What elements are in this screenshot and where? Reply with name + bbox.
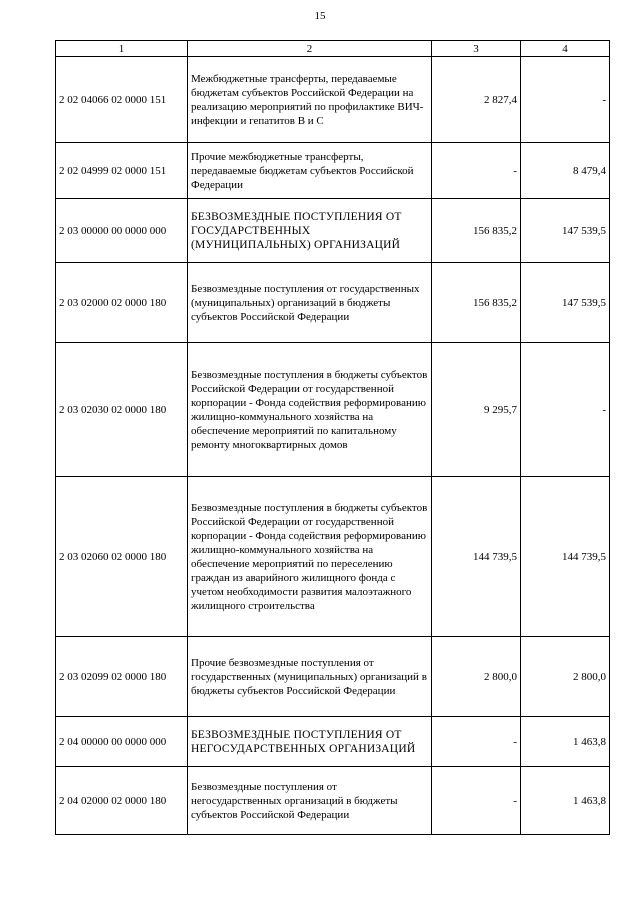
row-description: Прочие межбюджетные трансферты, передаваемые бюджетам субъектов Российской Федерации [188, 143, 432, 199]
budget-code: 2 03 02030 02 0000 180 [56, 343, 188, 477]
row-description: Безвозмездные поступления от негосударственных организаций в бюджеты субъектов Российской Федерации [188, 767, 432, 835]
row-description: Межбюджетные трансферты, передаваемые бюджетам субъектов Российской Федерации на реализацию мероприятий по профилактике ВИЧ-инфекции и гепатитов В и С [188, 57, 432, 143]
table-row [56, 477, 610, 637]
value-col-3: 9 295,7 [432, 343, 521, 477]
table-row [56, 343, 610, 477]
value-col-4: 147 539,5 [521, 263, 610, 343]
budget-code: 2 02 04066 02 0000 151 [56, 57, 188, 143]
table-row [56, 199, 610, 263]
value-col-3: 2 800,0 [432, 637, 521, 717]
value-col-3: 2 827,4 [432, 57, 521, 143]
budget-code: 2 03 02060 02 0000 180 [56, 477, 188, 637]
row-description: БЕЗВОЗМЕЗДНЫЕ ПОСТУПЛЕНИЯ ОТ НЕГОСУДАРСТВЕННЫХ ОРГАНИЗАЦИЙ [188, 717, 432, 767]
table-row [56, 57, 610, 143]
row-description: Безвозмездные поступления от государственных (муниципальных) организаций в бюджеты субъектов Российской Федерации [188, 263, 432, 343]
value-col-4: 1 463,8 [521, 767, 610, 835]
value-col-3: - [432, 767, 521, 835]
value-col-3: 156 835,2 [432, 199, 521, 263]
budget-code: 2 04 00000 00 0000 000 [56, 717, 188, 767]
header-col-4: 4 [521, 41, 610, 57]
row-description: Безвозмездные поступления в бюджеты субъектов Российской Федерации от государственной корпорации - Фонда содействия реформированию жилищно-коммунального хозяйства на обеспечение мероприятий по капитальному ремонту многоквартирных домов [188, 343, 432, 477]
budget-code: 2 02 04999 02 0000 151 [56, 143, 188, 199]
table-header-row [56, 41, 610, 57]
budget-code: 2 03 02099 02 0000 180 [56, 637, 188, 717]
table-row [56, 767, 610, 835]
table-row [56, 717, 610, 767]
budget-code: 2 03 00000 00 0000 000 [56, 199, 188, 263]
table-row [56, 637, 610, 717]
value-col-4: - [521, 343, 610, 477]
value-col-3: 156 835,2 [432, 263, 521, 343]
page-number: 15 [314, 10, 326, 22]
row-description: Прочие безвозмездные поступления от государственных (муниципальных) организаций в бюджеты субъектов Российской Федерации [188, 637, 432, 717]
row-description: БЕЗВОЗМЕЗДНЫЕ ПОСТУПЛЕНИЯ ОТ ГОСУДАРСТВЕННЫХ (МУНИЦИПАЛЬНЫХ) ОРГАНИЗАЦИЙ [188, 199, 432, 263]
header-col-3: 3 [432, 41, 521, 57]
value-col-4: 8 479,4 [521, 143, 610, 199]
value-col-4: - [521, 57, 610, 143]
value-col-3: 144 739,5 [432, 477, 521, 637]
header-col-1: 1 [56, 41, 188, 57]
value-col-3: - [432, 717, 521, 767]
value-col-3: - [432, 143, 521, 199]
value-col-4: 1 463,8 [521, 717, 610, 767]
header-col-2: 2 [188, 41, 432, 57]
budget-table [55, 40, 610, 835]
table-row [56, 263, 610, 343]
budget-code: 2 03 02000 02 0000 180 [56, 263, 188, 343]
value-col-4: 2 800,0 [521, 637, 610, 717]
table-row [56, 143, 610, 199]
value-col-4: 144 739,5 [521, 477, 610, 637]
budget-code: 2 04 02000 02 0000 180 [56, 767, 188, 835]
value-col-4: 147 539,5 [521, 199, 610, 263]
row-description: Безвозмездные поступления в бюджеты субъектов Российской Федерации от государственной корпорации - Фонда содействия реформированию жилищно-коммунального хозяйства на обеспечение мероприятий по переселению граждан из аварийного жилищного фонда с учетом необходимости развития малоэтажного жилищного строительства [188, 477, 432, 637]
